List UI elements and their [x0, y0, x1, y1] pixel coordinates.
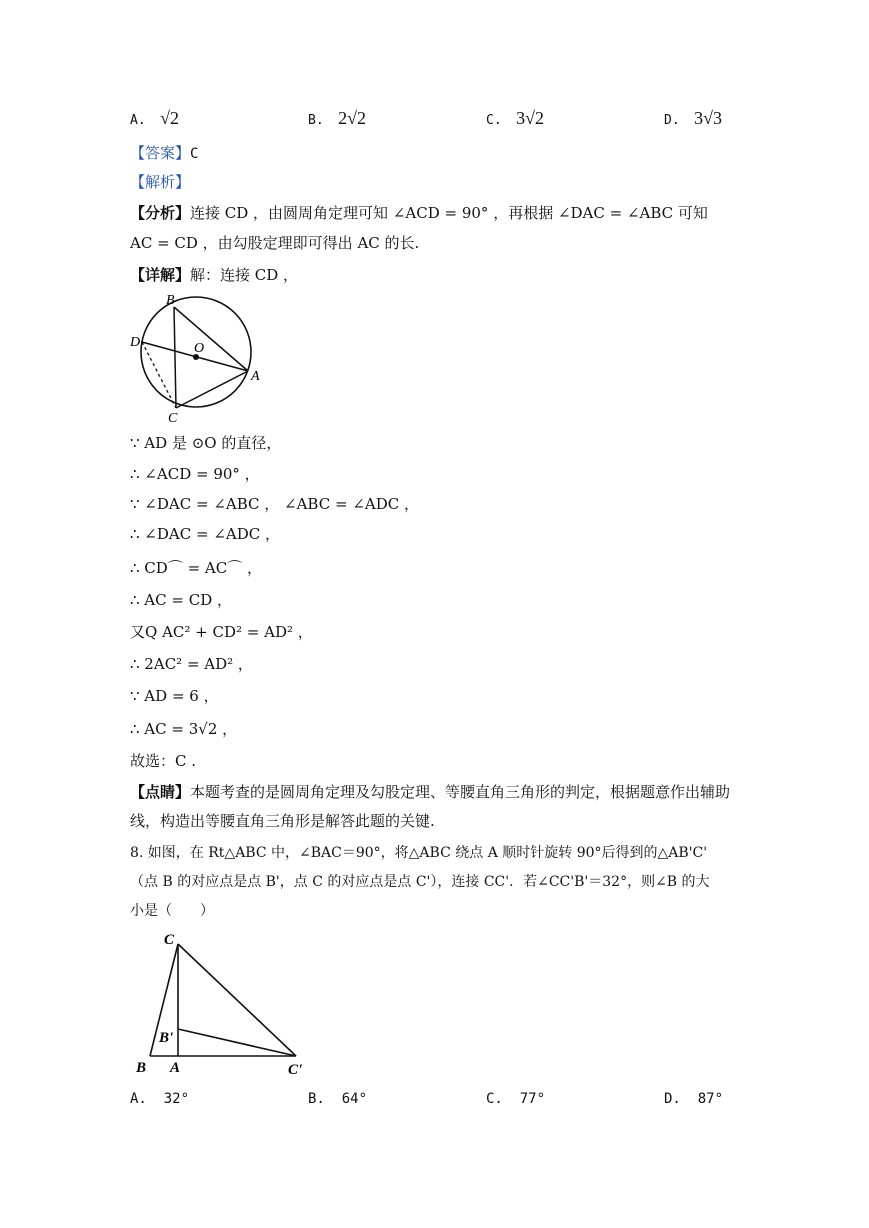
xiangjie-text: 解：连接 CD ，: [190, 266, 299, 284]
label-c: C: [168, 411, 178, 426]
fenxi-text-1: 连接 CD ，由圆周角定理可知 ∠ACD = 90° ，再根据 ∠DAC = ∠ABC 可知: [190, 204, 708, 222]
option-label: B.: [308, 113, 324, 128]
dashed-dc: [142, 342, 176, 408]
option-label: D.: [664, 1091, 681, 1107]
dianjing-text-1: 本题考查的是圆周角定理及勾股定理、等腰直角三角形的判定，根据题意作出辅助: [190, 783, 731, 801]
dianjing-line-2: 线，构造出等腰直角三角形是解答此题的关键.: [130, 812, 435, 830]
step-5: ∴ CD⌒ = AC⌒ ，: [130, 559, 262, 577]
option-value: √2: [160, 108, 179, 128]
q7-option-d: [664, 108, 722, 129]
option-label: B.: [308, 1091, 325, 1107]
dianjing-line-1: [130, 782, 730, 802]
option-value: 3√3: [694, 108, 722, 128]
label-c: C: [164, 932, 175, 948]
q8-line-2: （点 B 的对应点是点 B'，点 C 的对应点是点 C'），连接 CC'．若∠CC'B'＝32°，则∠B 的大: [130, 874, 710, 890]
segment-cc-prime: [178, 944, 296, 1056]
option-value: 3√2: [516, 108, 544, 128]
fenxi-tag: 【分析】: [130, 204, 191, 222]
option-value: 32°: [163, 1091, 190, 1107]
fenxi-line-2: AC = CD ，由勾股定理即可得出 AC 的长.: [130, 234, 420, 252]
step-8: ∴ 2AC² = AD² ，: [130, 655, 253, 673]
segment-b-prime-c-prime: [178, 1029, 296, 1056]
option-value: 64°: [341, 1091, 368, 1107]
q7-option-c: [486, 108, 544, 129]
label-a: A: [251, 369, 260, 384]
option-label: C.: [486, 1091, 503, 1107]
q8-line-1: 8. 如图，在 Rt△ABC 中，∠BAC＝90°，将△ABC 绕点 A 顺时针旋转 90°后得到的△AB'C': [130, 845, 708, 861]
step-1: ∵ AD 是 ⊙O 的直径，: [130, 434, 282, 452]
label-b: B: [136, 1060, 147, 1076]
xiangjie-tag: 【详解】: [130, 266, 191, 284]
circle-figure: [128, 290, 268, 426]
step-3: ∵ ∠DAC = ∠ABC ， ∠ABC = ∠ADC ，: [130, 495, 419, 513]
label-b: B: [166, 293, 175, 308]
label-o: O: [194, 341, 205, 356]
q8-line-3: 小是（ ）: [130, 903, 214, 919]
q8-option-b: [308, 1091, 367, 1107]
step-7: 又Q AC² + CD² = AD² ，: [130, 623, 313, 641]
q7-option-b: [308, 108, 366, 129]
answer-line: [130, 143, 198, 164]
step-10: ∴ AC = 3√2 ，: [130, 720, 238, 738]
segment-bc: [174, 307, 176, 408]
option-value: 87°: [697, 1091, 724, 1107]
option-value: 2√2: [338, 108, 366, 128]
label-b-prime: B': [159, 1030, 174, 1046]
q8-option-a: [130, 1091, 189, 1107]
q8-option-c: [486, 1091, 545, 1107]
answer-value: C: [190, 146, 199, 162]
triangle-figure: [128, 926, 318, 1082]
step-4: ∴ ∠DAC = ∠ADC ，: [130, 525, 280, 543]
label-d: D: [130, 335, 141, 350]
step-6: ∴ AC = CD ，: [130, 591, 232, 609]
analysis-tag: 【解析】: [130, 173, 191, 191]
option-label: C.: [486, 113, 502, 128]
q7-option-a: [130, 108, 179, 129]
label-c-prime: C': [288, 1062, 303, 1078]
dianjing-tag: 【点睛】: [130, 783, 191, 801]
fenxi-line-1: [130, 203, 708, 223]
step-9: ∵ AD = 6 ，: [130, 687, 219, 705]
answer-tag: 【答案】: [130, 144, 191, 162]
step-11: 故选：C .: [130, 752, 197, 770]
xiangjie-line: [130, 265, 298, 285]
option-label: A.: [130, 1091, 147, 1107]
q8-option-d: [664, 1091, 723, 1107]
label-a: A: [170, 1060, 181, 1076]
option-label: D.: [664, 113, 680, 128]
option-value: 77°: [519, 1091, 546, 1107]
step-2: ∴ ∠ACD = 90° ，: [130, 465, 260, 483]
option-label: A.: [130, 113, 146, 128]
